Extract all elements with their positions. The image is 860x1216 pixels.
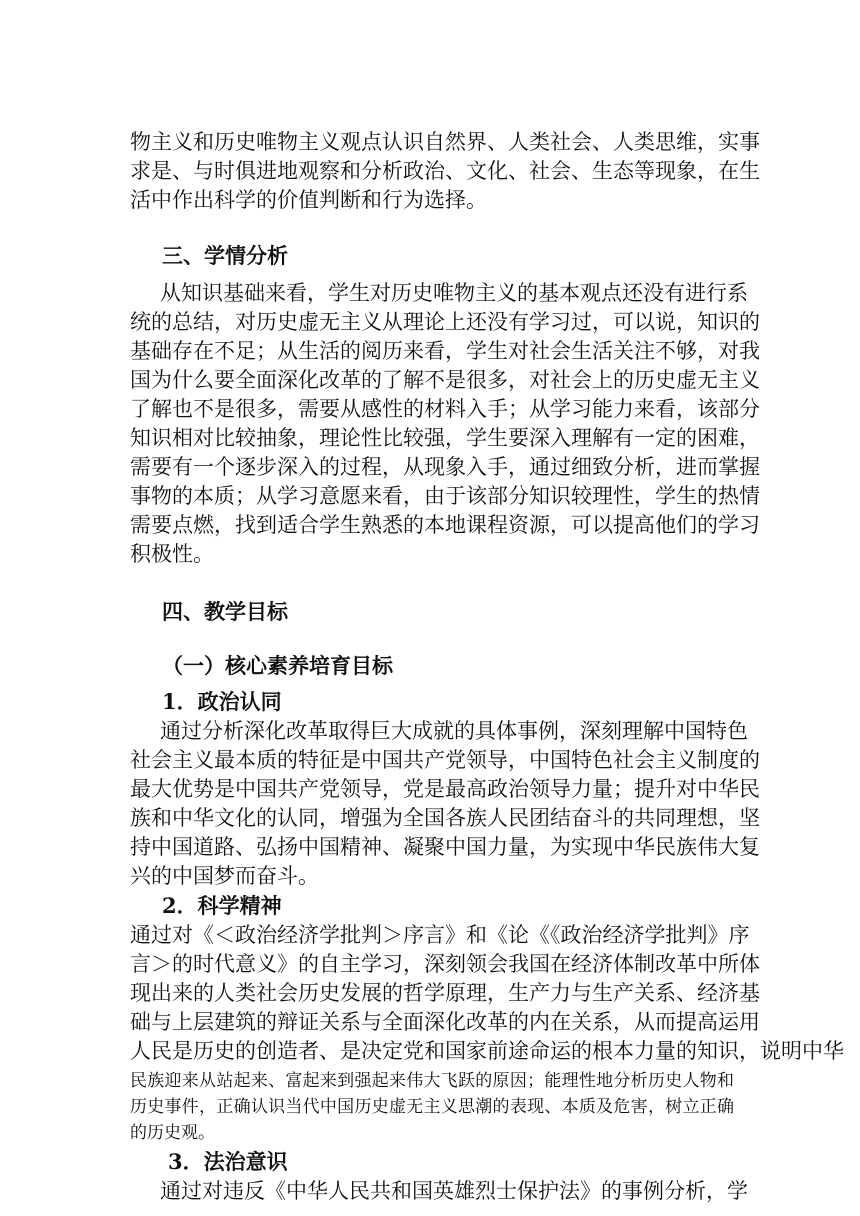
section3-line-3: 基础存在不足；从生活的阅历来看，学生对社会生活关注不够，对我: [130, 339, 760, 363]
section3-line-10: 积极性。: [130, 542, 214, 566]
item2-small-line-2: 历史事件，正确认识当代中国历史虚无主义思潮的表现、本质及危害，树立正确: [130, 1097, 734, 1117]
item1-line-6: 兴的中国梦而奋斗。: [130, 864, 319, 888]
item2-line-4: 础与上层建筑的辩证关系与全面深化改革的内在关系，从而提高运用: [130, 1010, 760, 1034]
item3-line-1: 通过对违反《中华人民共和国英雄烈士保护法》的事例分析，学: [160, 1179, 748, 1203]
item-heading-political-identity: 1．政治认同: [162, 689, 282, 714]
subsection-heading-core-literacy: （一）核心素养培育目标: [162, 653, 393, 678]
item2-line-5: 人民是历史的创造者、是决定党和国家前途命运的根本力量的知识，说明中华: [130, 1039, 844, 1063]
section3-line-9: 需要点燃，找到适合学生熟悉的本地课程资源，可以提高他们的学习: [130, 513, 760, 537]
section3-line-6: 知识相对比较抽象，理论性比较强，学生要深入理解有一定的困难，: [130, 426, 760, 450]
section3-line-5: 了解也不是很多，需要从感性的材料入手；从学习能力来看，该部分: [130, 397, 760, 421]
item1-line-3: 最大优势是中国共产党领导，党是最高政治领导力量；提升对中华民: [130, 777, 760, 801]
item2-small-line-1: 民族迎来从站起来、富起来到强起来伟大飞跃的原因；能理性地分析历史人物和: [130, 1071, 734, 1091]
intro-line-3: 活中作出科学的价值判断和行为选择。: [130, 188, 487, 212]
item2-line-2: 言＞的时代意义》的自主学习，深刻领会我国在经济体制改革中所体: [130, 952, 760, 976]
item-heading-scientific-spirit: 2．科学精神: [162, 893, 282, 918]
item1-line-1: 通过分析深化改革取得巨大成就的具体事例，深刻理解中国特色: [160, 719, 748, 743]
item2-small-line-3: 的历史观。: [130, 1123, 215, 1143]
intro-line-2: 求是、与时俱进地观察和分析政治、文化、社会、生态等现象，在生: [130, 159, 760, 183]
section3-line-1: 从知识基础来看，学生对历史唯物主义的基本观点还没有进行系: [160, 281, 748, 305]
item1-line-5: 持中国道路、弘扬中国精神、凝聚中国力量，为实现中华民族伟大复: [130, 835, 760, 859]
item1-line-2: 社会主义最本质的特征是中国共产党领导，中国特色社会主义制度的: [130, 748, 760, 772]
item2-line-1: 通过对《＜政治经济学批判＞序言》和《论《《政治经济学批判》序: [130, 923, 750, 947]
section3-line-2: 统的总结，对历史虚无主义从理论上还没有学习过，可以说，知识的: [130, 310, 760, 334]
intro-line-1: 物主义和历史唯物主义观点认识自然界、人类社会、人类思维，实事: [130, 130, 760, 154]
section3-line-8: 事物的本质；从学习意愿来看，由于该部分知识较理性，学生的热情: [130, 484, 760, 508]
section3-line-4: 国为什么要全面深化改革的了解不是很多，对社会上的历史虚无主义: [130, 368, 760, 392]
section-heading-learning-analysis: 三、学情分析: [162, 243, 288, 268]
section-heading-teaching-goals: 四、教学目标: [162, 599, 288, 624]
item2-line-3: 现出来的人类社会历史发展的哲学原理，生产力与生产关系、经济基: [130, 981, 760, 1005]
item1-line-4: 族和中华文化的认同，增强为全国各族人民团结奋斗的共同理想，坚: [130, 806, 760, 830]
item-heading-rule-of-law: 3．法治意识: [168, 1149, 288, 1174]
section3-line-7: 需要有一个逐步深入的过程，从现象入手，通过细致分析，进而掌握: [130, 455, 760, 479]
